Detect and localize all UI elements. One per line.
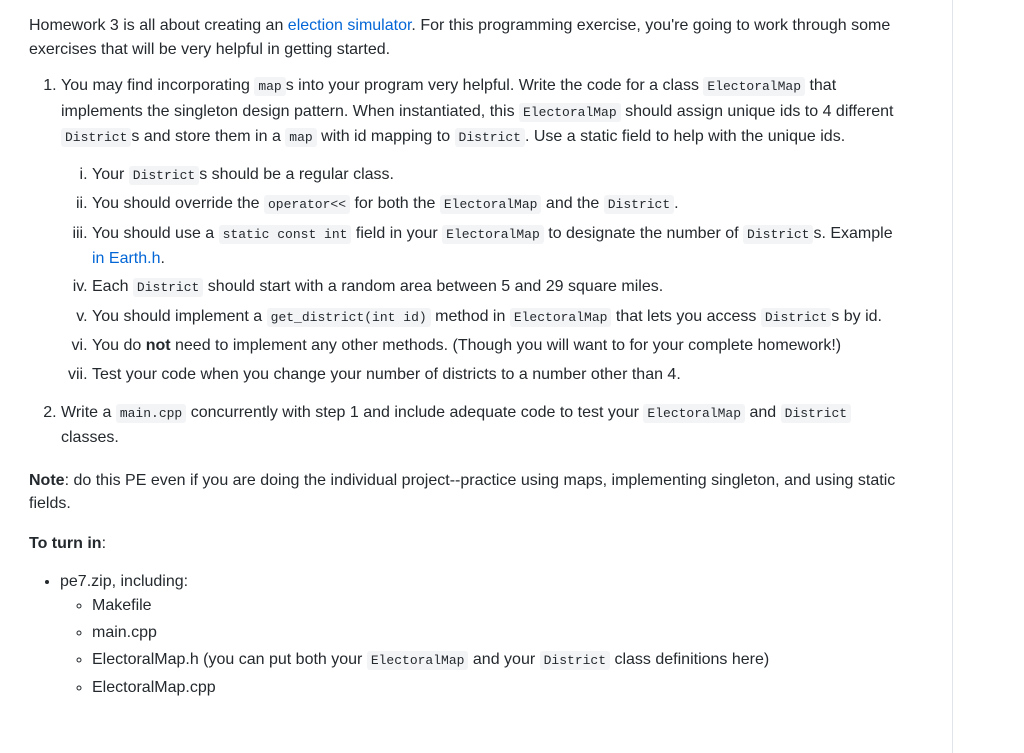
- exercise-list: [29, 74, 909, 451]
- inline-code: District: [540, 651, 610, 670]
- turn-in-list: [29, 570, 909, 700]
- requirement-item: iii. You should use a static const int field in your ElectoralMap to designate the number of District s. Example in Earth.h.: [92, 222, 909, 271]
- turn-in-heading: To turn in:: [29, 534, 107, 552]
- exercise-2-text: 2. Write a main.cpp concurrently with step 1 and include adequate code to test your ElectoralMap and District classes.: [61, 401, 909, 451]
- inline-code: District: [133, 278, 203, 297]
- inline-code: ElectoralMap: [367, 651, 469, 670]
- inline-code: ElectoralMap: [510, 308, 612, 327]
- inline-code: ElectoralMap: [703, 77, 805, 96]
- inline-code: map: [254, 77, 285, 96]
- file-item: ◦ ElectoralMap.h (you can put both your ElectoralMap and your District class definitions here): [92, 648, 909, 673]
- note-label: Note: [29, 471, 65, 489]
- inline-code: District: [455, 128, 525, 147]
- inline-code: ElectoralMap: [643, 404, 745, 423]
- exercise-item-2: [61, 401, 909, 451]
- inline-code: District: [61, 128, 131, 147]
- inline-code: ElectoralMap: [442, 225, 544, 244]
- inline-code: operator<<: [264, 195, 350, 214]
- intro-text: . For this programming exercise, you're going to work through some exercises that will be very helpful in getting started.: [29, 17, 891, 58]
- requirements-list: [61, 163, 909, 387]
- inline-code: ElectoralMap: [519, 103, 621, 122]
- intro-text: Homework 3 is all about creating an: [29, 17, 288, 34]
- inline-code: ElectoralMap: [440, 195, 542, 214]
- file-item: ◦ main.cpp: [92, 621, 909, 645]
- readme-content: [29, 14, 909, 703]
- requirement-item: vi. You do not need to implement any other methods. (Though you will want to for your complete homework!): [92, 334, 909, 358]
- note-paragraph: Note: do this PE even if you are doing the individual project--practice using maps, implementing singleton, and using static fields.: [29, 471, 896, 512]
- inline-code: static const int: [219, 225, 352, 244]
- inline-code: District: [781, 404, 851, 423]
- bold-text: not: [145, 337, 171, 354]
- inline-code: District: [743, 225, 813, 244]
- requirement-item: i. Your District s should be a regular class.: [92, 163, 909, 188]
- zip-contents-list: [60, 594, 909, 700]
- exercise-item-1: [61, 74, 909, 387]
- requirement-item: iv. Each District should start with a random area between 5 and 29 square miles.: [92, 275, 909, 300]
- inline-code: main.cpp: [116, 404, 186, 423]
- requirement-item: v. You should implement a get_district(int id) method in ElectoralMap that lets you access District s by id.: [92, 305, 909, 330]
- right-divider: [952, 0, 953, 753]
- inline-code: District: [129, 166, 199, 185]
- intro-paragraph: [29, 14, 909, 62]
- file-item: ◦ ElectoralMap.cpp: [92, 676, 909, 700]
- election-simulator-link[interactable]: election simulator: [287, 17, 412, 34]
- inline-code: District: [604, 195, 674, 214]
- inline-code: District: [761, 308, 831, 327]
- requirement-item: ii. You should override the operator<< for both the ElectoralMap and the District .: [92, 192, 909, 217]
- requirement-item: vii. Test your code when you change your number of districts to a number other than 4.: [92, 363, 909, 387]
- exercise-1-text: 1. You may find incorporating map s into your program very helpful. Write the code for a class ElectoralMap that implements the singleton design pattern. When instantiated, this ElectoralMap should assign unique ids to 4 different District s and store them in a map with id mapping to District . Use a static field to help with the unique ids.: [61, 77, 894, 145]
- file-item: ◦ Makefile: [92, 594, 909, 618]
- inline-code: map: [285, 128, 316, 147]
- zip-item: • pe7.zip, including: ◦ Makefile ◦ main.cpp ◦ ElectoralMap.h (you can put both your ElectoralMap and your District class definitions here) ◦ ElectoralMap.cpp: [60, 570, 909, 700]
- earth-h-link[interactable]: in Earth.h: [92, 249, 161, 267]
- inline-code: get_district(int id): [267, 308, 431, 327]
